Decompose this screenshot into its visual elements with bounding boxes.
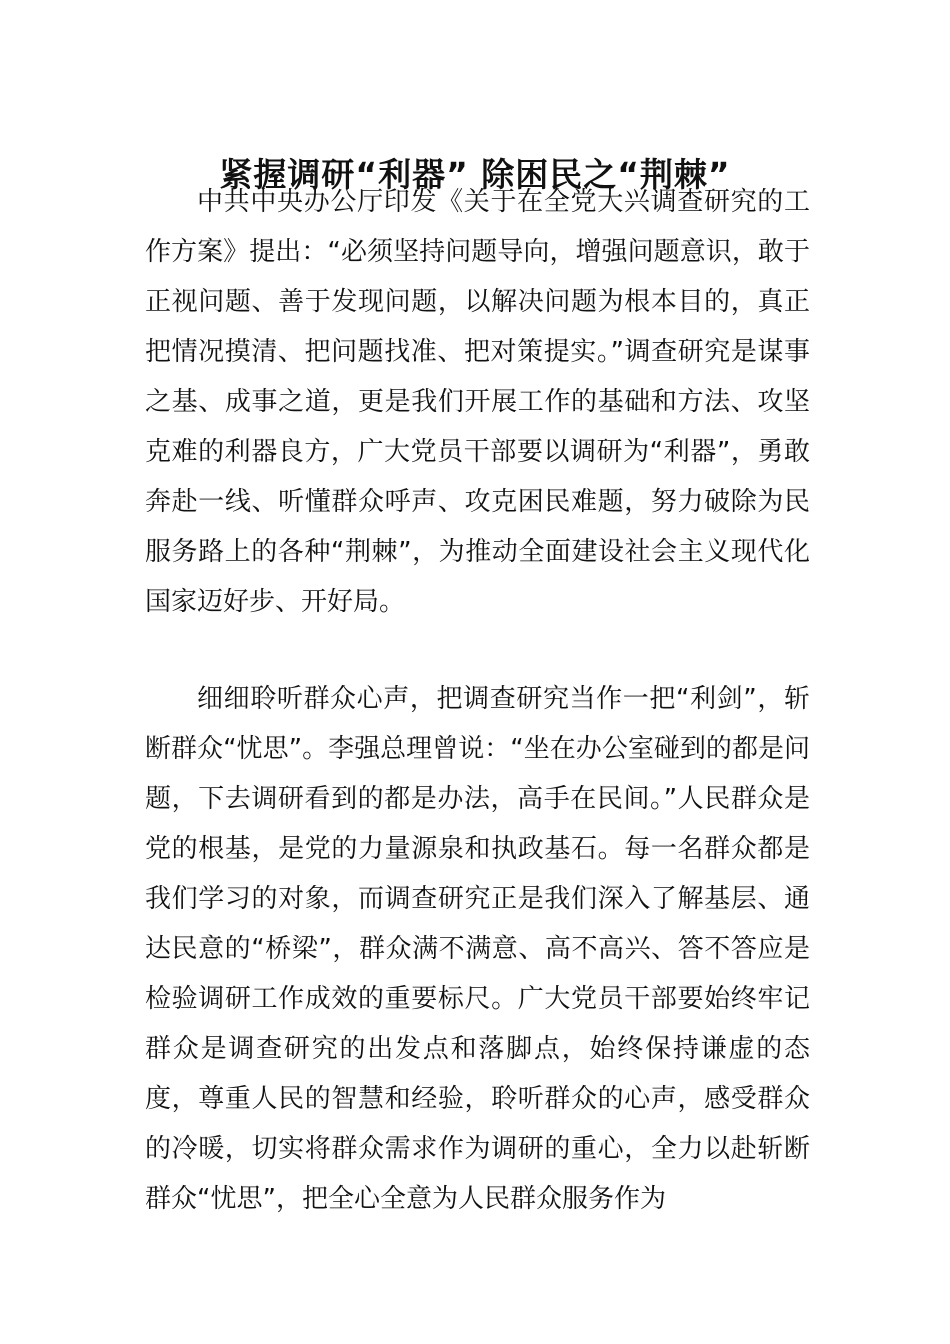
paragraph-1: 中共中央办公厅印发《关于在全党大兴调查研究的工作方案》提出：“必须坚持问题导向，增强问题意识，敢于正视问题、善于发现问题，以解决问题为根本目的，真正把情况摸清、把问题找准、把对策提实。”调查研究是谋事之基、成事之道，更是我们开展工作的基础和方法、攻坚克难的利器良方，广大党员干部要以调研为“利器”，勇敢奔赴一线、听懂群众呼声、攻克困民难题，努力破除为民服务路上的各种“荆棘”，为推动全面建设社会主义现代化国家迈好步、开好局。 <box>145 187 810 617</box>
paragraph-2: 细细聆听群众心声，把调查研究当作一把“利剑”，斩断群众“忧思”。李强总理曾说：“坐在办公室碰到的都是问题，下去调研看到的都是办法，高手在民间。”人民群众是党的根基，是党的力量源泉和执政基石。每一名群众都是我们学习的对象，而调查研究正是我们深入了解基层、通达民意的“桥梁”，群众满不满意、高不高兴、答不答应是检验调研工作成效的重要标尺。广大党员干部要始终牢记群众是调查研究的出发点和落脚点，始终保持谦虚的态度，尊重人民的智慧和经验，聆听群众的心声，感受群众的冷暖，切实将群众需求作为调研的重心，全力以赴斩断群众“忧思”，把全心全意为人民群众服务作为 <box>145 684 810 1214</box>
document-title: 紧握调研“利器” 除困民之“荆棘” <box>219 155 731 195</box>
